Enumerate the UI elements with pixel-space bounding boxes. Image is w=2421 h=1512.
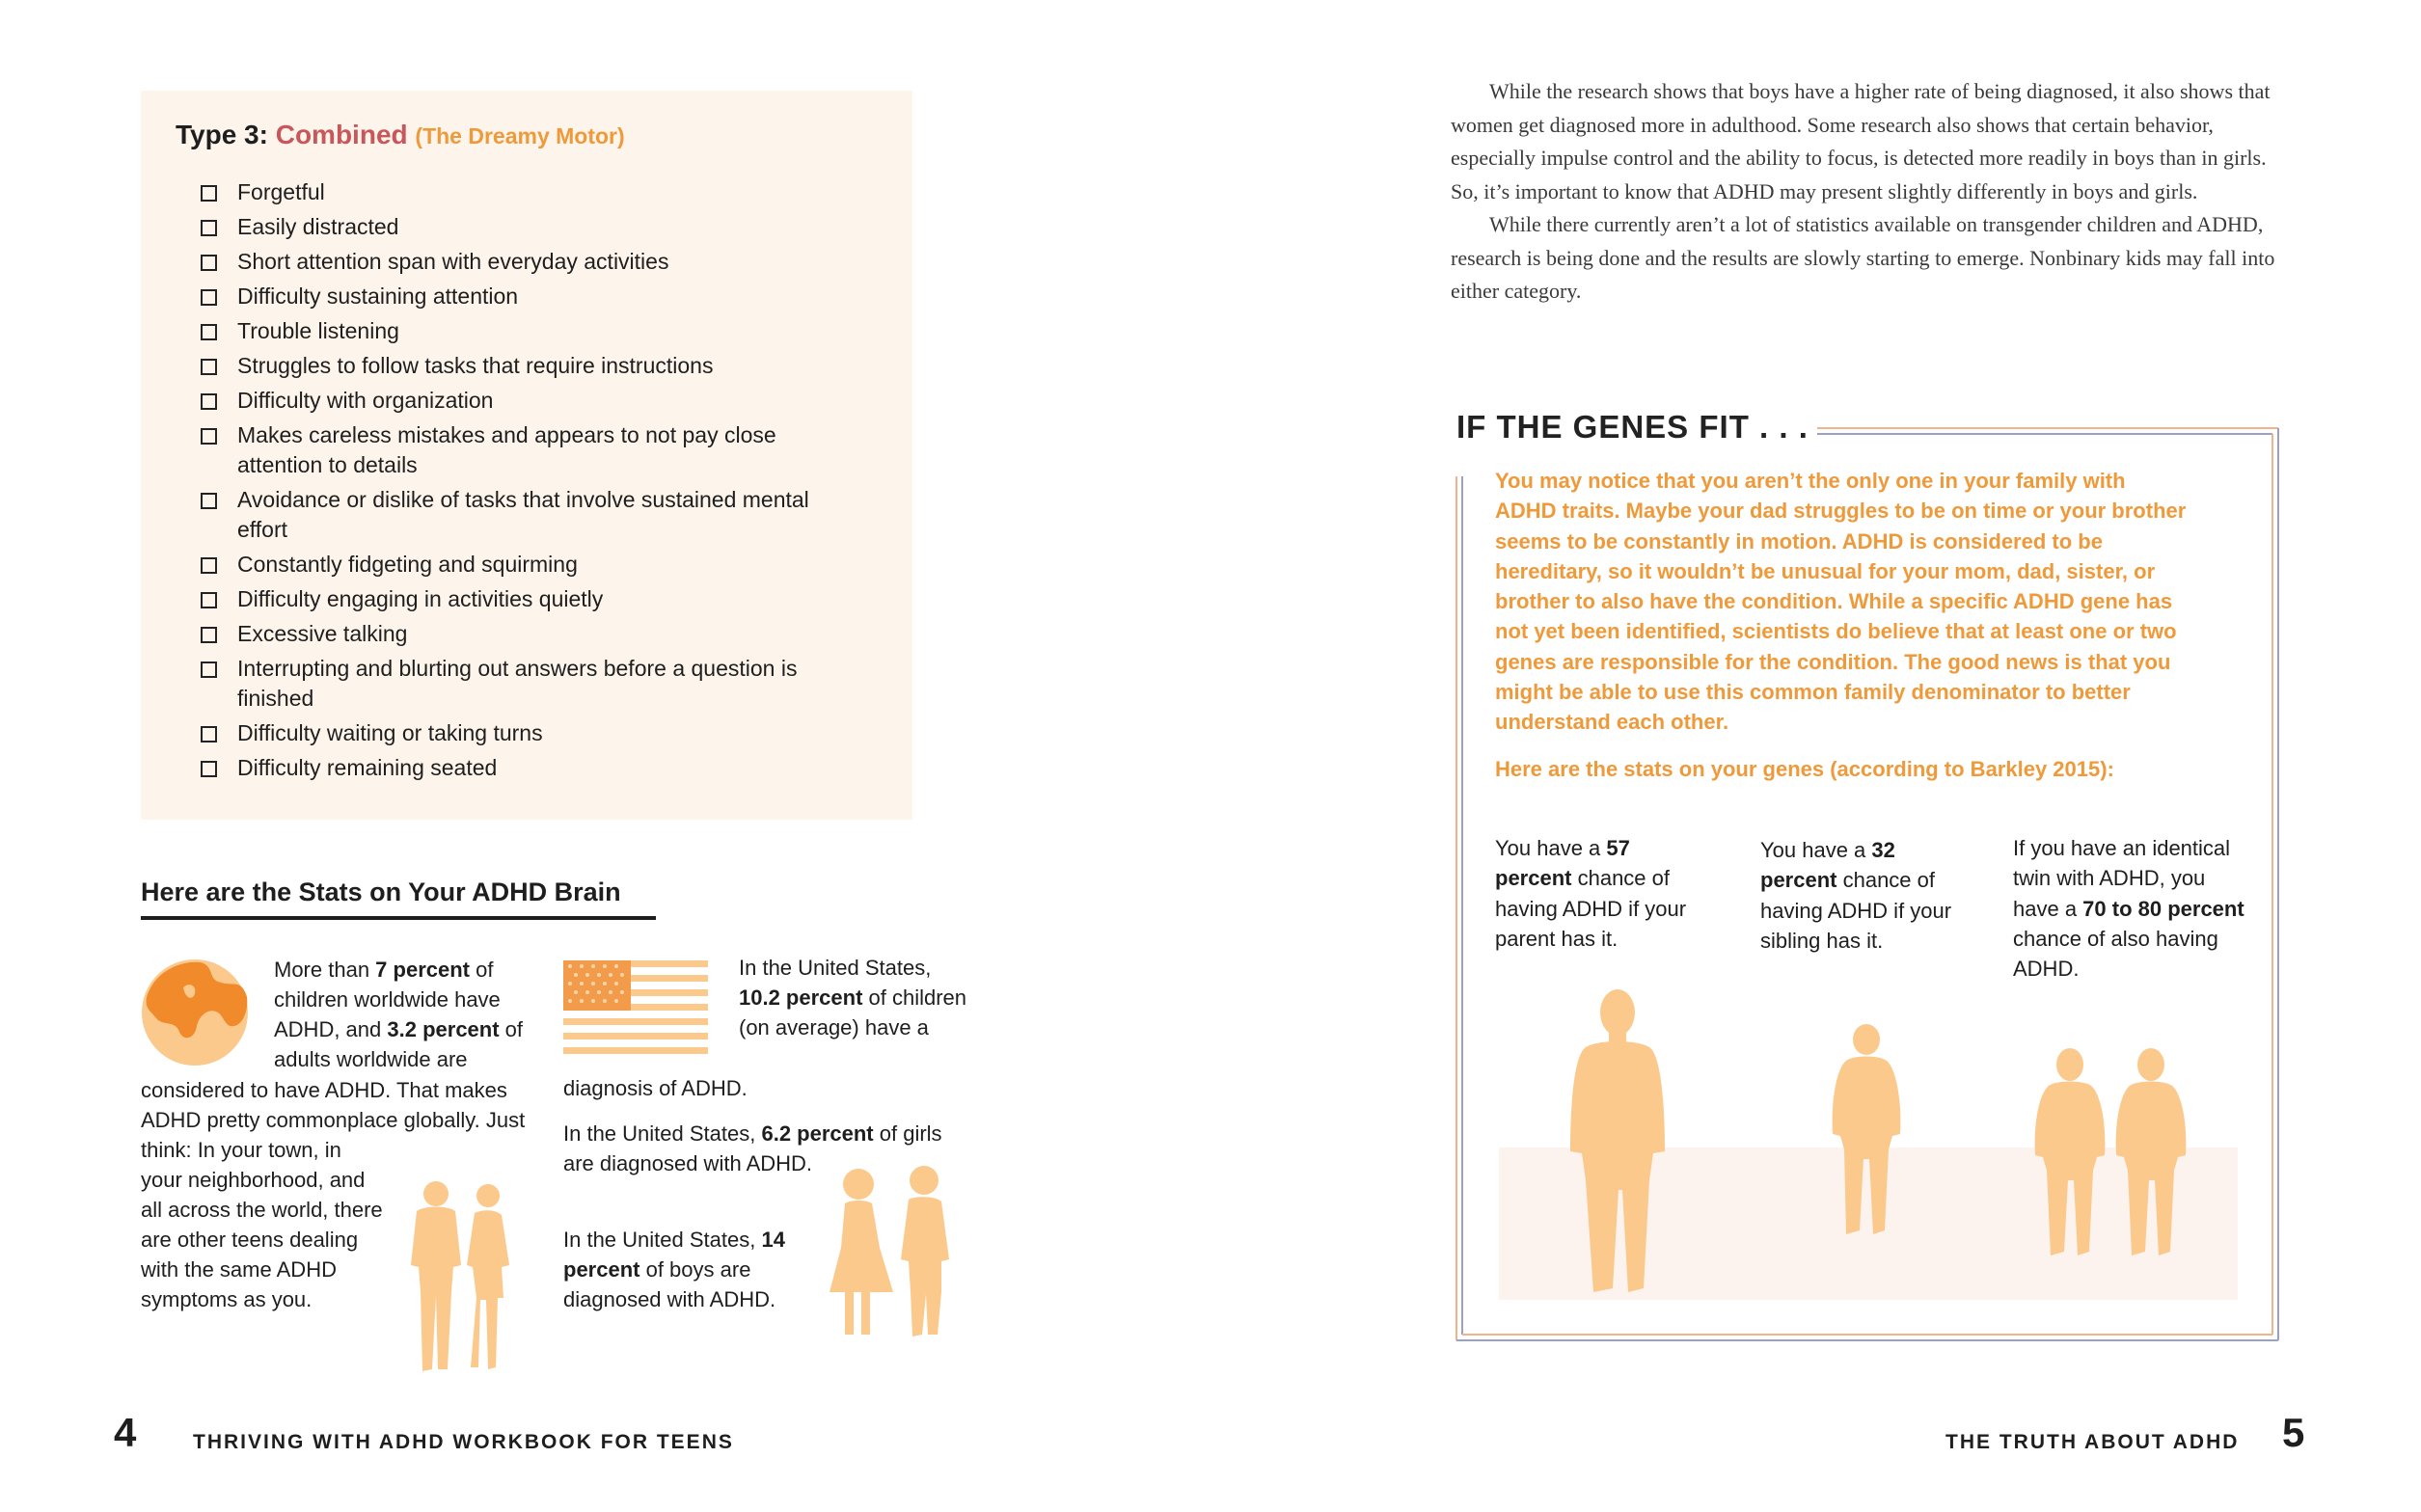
global-stat-text: of children worldwide have ADHD, and (274, 958, 501, 1041)
checkbox-icon[interactable] (201, 289, 217, 306)
checkbox-icon[interactable] (201, 557, 217, 574)
checkbox-icon[interactable] (201, 662, 217, 678)
parent-percent: 57 percent (1495, 836, 1630, 891)
twins-silhouette-icon (2031, 1047, 2195, 1259)
checklist-item-label: Trouble listening (237, 318, 399, 343)
checkbox-icon[interactable] (201, 185, 217, 202)
checklist-item[interactable] (201, 718, 818, 748)
twin-stat (2013, 833, 2244, 984)
checklist-item-label: Avoidance or dislike of tasks that involve sustained mental effort (237, 487, 809, 542)
checkbox-icon[interactable] (201, 726, 217, 742)
checklist-item-label: Short attention span with everyday activities (237, 249, 669, 274)
paragraph: While the research shows that boys have a higher rate of being diagnosed, it also shows that women get diagnosed more in adulthood. Some research also shows that certain behavior, especially impulse control and the ability to focus, is detected more readily in boys than in girls. So, it’s important to know that ADHD may present slightly differently in boys and girls. (1451, 79, 2271, 203)
sibling-stat (1760, 835, 1972, 956)
sibling-percent: 32 percent (1760, 838, 1895, 893)
sibling-stat-text: chance of having ADHD if your sibling has it. (1760, 868, 1952, 953)
us-stat-text: of children (on average) have a (739, 986, 967, 1040)
stats-heading: Here are the Stats on Your ADHD Brain (141, 878, 621, 906)
checkbox-icon[interactable] (201, 493, 217, 509)
checklist-item[interactable] (201, 753, 818, 783)
checklist-item-label: Difficulty sustaining attention (237, 284, 519, 309)
checklist-item-label: Easily distracted (237, 214, 399, 239)
checklist-item[interactable] (201, 550, 818, 580)
checklist-item-label: Difficulty engaging in activities quietly (237, 586, 604, 611)
checklist-item-label: Makes careless mistakes and appears to not pay close attention to details (237, 422, 776, 477)
checklist-item[interactable] (201, 316, 818, 346)
checklist-item-label: Excessive talking (237, 621, 408, 646)
parent-stat (1495, 833, 1707, 954)
checklist-item[interactable] (201, 386, 818, 416)
checklist-item-label: Struggles to follow tasks that require instructions (237, 353, 714, 378)
checklist-item[interactable] (201, 212, 818, 242)
globe-icon (141, 958, 249, 1066)
boys-stat-text: of boys are diagnosed with ADHD. (563, 1257, 776, 1311)
checklist-item-label: Forgetful (237, 179, 325, 204)
genes-lead-text: You may notice that you aren’t the only one in your family with ADHD traits. Maybe your dad struggles to be on time or your brother seems to be constantly in motion. ADHD is considered to be hereditary, so it wouldn’t be unusual for your mom, dad, sister, or brother to also have the condition. While a specific ADHD gene has not yet been identified, scientists do believe that at least one or two genes are responsible for the condition. The good news is that you might be able to use this common family denominator to better understand each other. (1495, 469, 2187, 735)
type-subtitle: (The Dreamy Motor) (415, 123, 625, 148)
us-stat-text: In the United States, (739, 956, 932, 980)
checkbox-icon[interactable] (201, 324, 217, 340)
twin-stat-text: chance of also having ADHD. (2013, 926, 2218, 982)
girls-stat-text: In the United States, (563, 1121, 762, 1146)
global-adults-percent: 3.2 percent (387, 1017, 500, 1041)
girls-stat-text: of girls are diagnosed with ADHD. (563, 1121, 942, 1175)
page-number-left: 4 (114, 1410, 137, 1455)
body-text (1451, 75, 2280, 309)
checklist-item-label: Difficulty waiting or taking turns (237, 720, 543, 745)
boys-stat-text: In the United States, (563, 1228, 762, 1252)
us-stat (739, 953, 970, 1042)
parent-stat-text: chance of having ADHD if your parent has it. (1495, 866, 1687, 951)
checklist-item[interactable] (201, 654, 818, 714)
global-stat-text: More than (274, 958, 376, 982)
kids-silhouette-icon (824, 1163, 955, 1342)
teens-silhouette-icon (390, 1178, 529, 1377)
heading-underline (141, 916, 656, 920)
type-3-title (176, 120, 625, 150)
global-children-percent: 7 percent (375, 958, 470, 982)
global-stat-continued: your neighborhood, and all across the world, there are other teens dealing with the same ADHD symptoms as you. (141, 1168, 383, 1311)
checkbox-icon[interactable] (201, 627, 217, 643)
parent-stat-text: You have a (1495, 836, 1607, 860)
checkbox-icon[interactable] (201, 220, 217, 236)
checkbox-icon[interactable] (201, 393, 217, 410)
twin-stat-text: If you have an identical twin with ADHD, you have a (2013, 836, 2231, 921)
type-name: Combined (275, 120, 408, 149)
global-stat (274, 955, 554, 1074)
footer-title-left: THRIVING WITH ADHD WORKBOOK FOR TEENS (193, 1431, 734, 1453)
checkbox-icon[interactable] (201, 592, 217, 608)
type-label: Type 3: (176, 120, 268, 149)
girls-percent: 6.2 percent (761, 1121, 874, 1146)
us-stat-continued: diagnosis of ADHD. (563, 1076, 748, 1100)
twin-percent: 70 to 80 percent (2082, 896, 2244, 921)
sibling-stat-text: You have a (1760, 838, 1872, 862)
checklist-item[interactable] (201, 584, 818, 614)
checklist-item[interactable] (201, 177, 818, 207)
global-stat-continued: considered to have ADHD. That makes ADHD pretty commonplace globally. Just think: In your town, in (141, 1078, 526, 1162)
genes-heading: IF THE GENES FIT . . . (1456, 409, 1809, 445)
checklist-item[interactable] (201, 420, 818, 480)
checklist-item-label: Difficulty with organization (237, 388, 494, 413)
checklist-item[interactable] (201, 485, 818, 545)
checklist-item-label: Interrupting and blurting out answers before a question is finished (237, 656, 798, 711)
footer-title-right: THE TRUTH ABOUT ADHD (1945, 1431, 2240, 1453)
checklist-item[interactable] (201, 619, 818, 649)
boys-percent: 14 percent (563, 1228, 785, 1282)
genes-stats-label: Here are the stats on your genes (according to Barkley 2015): (1495, 757, 2114, 781)
checkbox-icon[interactable] (201, 359, 217, 375)
page-number-right: 5 (2282, 1410, 2305, 1455)
checkbox-icon[interactable] (201, 255, 217, 271)
us-flag-icon (563, 960, 708, 1057)
symptom-checklist (201, 177, 818, 788)
checklist-item[interactable] (201, 247, 818, 277)
checklist-item-label: Difficulty remaining seated (237, 755, 498, 780)
checkbox-icon[interactable] (201, 761, 217, 777)
parent-silhouette-icon (1564, 987, 1671, 1294)
global-stat-text: of adults worldwide are (274, 1017, 524, 1071)
boys-stat (563, 1225, 843, 1314)
us-children-percent: 10.2 percent (739, 986, 863, 1010)
checklist-item-label: Constantly fidgeting and squirming (237, 552, 578, 577)
checklist-item[interactable] (201, 351, 818, 381)
checklist-item[interactable] (201, 282, 818, 311)
checkbox-icon[interactable] (201, 428, 217, 445)
paragraph: While there currently aren’t a lot of statistics available on transgender children and ADHD, research is being done and the results are slowly starting to emerge. Nonbinary kids may fall into either category. (1451, 212, 2275, 303)
sibling-silhouette-icon (1827, 1024, 1906, 1238)
